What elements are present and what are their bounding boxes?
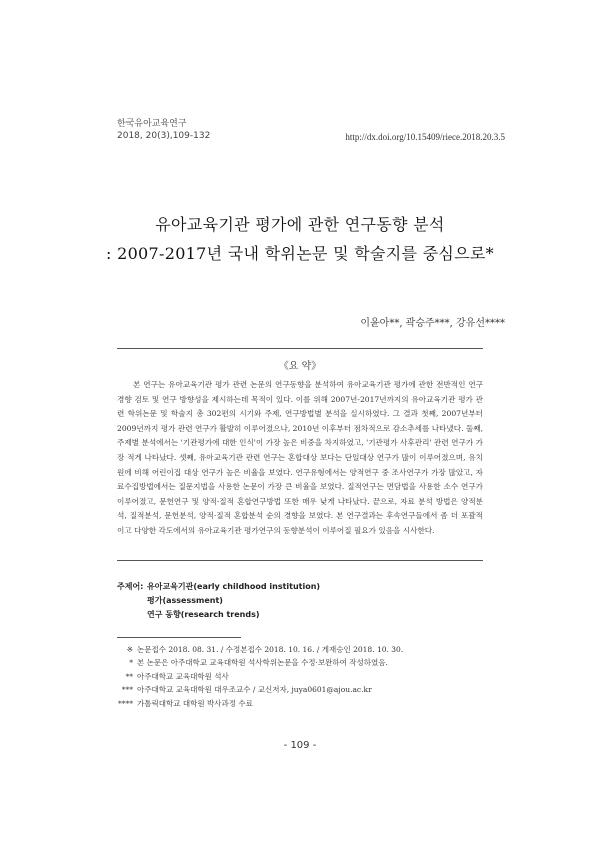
footnote xyxy=(117,643,403,656)
footnote-text: 논문접수 2018. 08. 31. / 수정본접수 2018. 10. 16. / 게재승인 2018. 10. 30. xyxy=(137,645,404,654)
journal-info xyxy=(117,118,210,142)
footnote xyxy=(117,697,403,710)
footnote-text: 가톨릭대학교 대학원 박사과정 수료 xyxy=(137,698,253,708)
footnote-text: 아주대학교 교육대학원 석사 xyxy=(137,671,229,681)
footnote xyxy=(117,683,403,696)
abstract-heading: 《요 약》 xyxy=(278,361,322,372)
footnote-mark: **** xyxy=(118,698,133,708)
paper-title-line2: : 2007-2017년 국내 학위논문 및 학술지를 중심으로* xyxy=(106,244,494,263)
author-list: 이윤아**, 곽승주***, 강유선**** xyxy=(360,318,505,329)
footnote xyxy=(117,656,403,669)
footnote xyxy=(117,670,403,683)
abstract-top-rule xyxy=(117,348,483,349)
keywords-label: 주제어: xyxy=(117,582,144,591)
paper-title-line1: 유아교육기관 평가에 관한 연구동향 분석 xyxy=(155,215,445,234)
journal-name: 한국유아교육연구 xyxy=(117,119,187,129)
keyword-item: 평가(assessment) xyxy=(147,596,223,605)
keyword-item: 연구 동향(research trends) xyxy=(147,610,260,619)
abstract-body: 본 연구는 유아교육기관 평가 관련 논문의 연구동향을 분석하여 유아교육기관 평가에 관한 전반적인 연구경향 검토 및 연구 방향성을 제시하는데 목적이 있다. 이를 위해 2007년-2017년까지의 유아교육기관 평가 관련 학위논문 및 학술지 총 302편의 시기와 주제, 연구방법별 분석을 실시하였다. 그 결과 첫째, 2007년부터 2009년까지 평가 관련 연구가 활발히 이루어졌으나, 2010년 이후부터 점차적으로 감소추세를 나타냈다. 둘째, 주제별 분석에서는 '기관평가에 대한 인식'이 가장 높은 비중을 차지하였고, '기관평가 사후관리' 관련 연구가 가장 적게 나타났다. 셋째, 유아교육기관 관련 연구는 혼합대상 보다는 단일대상 연구가 많이 이루어졌으며, 유치원에 비해 어린이집 대상 연구가 높은 비율을 보였다. 연구유형에서는 양적연구 중 조사연구가 가장 많았고, 자료수집방법에서는 질문지법을 사용한 논문이 가장 큰 비율을 보였다. 질적연구는 면담법을 사용한 소수 연구가 이루어졌고, 문헌연구 및 양적·질적 혼합연구방법 또한 매우 낮게 나타났다. 끝으로, 자료 분석 방법은 양적분석, 질적분석, 문헌분석, 양적·질적 혼합분석 순의 경향을 보였다. 본 연구결과는 후속연구들에서 좀 더 포괄적이고 다양한 각도에서의 유아교육기관 평가연구의 동향분석이 이루어질 필요가 있음을 시사한다. xyxy=(117,380,483,535)
page-number: - 109 - xyxy=(283,740,317,751)
footnotes xyxy=(117,643,403,710)
keywords-list xyxy=(147,580,320,622)
keyword-item: 유아교육기관(early childhood institution) xyxy=(147,582,321,591)
footnote-text: 본 논문은 아주대학교 교육대학원 석사학위논문을 수정·보완하여 작성하였음. xyxy=(137,658,388,668)
footnote-mark: ** xyxy=(125,671,133,681)
footnote-mark: ※ xyxy=(126,645,133,654)
footnote-text: 아주대학교 교육대학원 대우조교수 / 교신저자, juya0601@ajou.ac.kr xyxy=(137,685,372,695)
journal-issue: 2018, 20(3),109-132 xyxy=(117,131,211,141)
footnote-divider xyxy=(117,637,241,638)
doi-link[interactable]: http://dx.doi.org/10.15409/riece.2018.20.3.5 xyxy=(345,132,505,142)
footnote-mark: *** xyxy=(121,685,133,695)
footnote-mark: * xyxy=(129,658,133,668)
abstract-bottom-rule xyxy=(117,560,483,561)
